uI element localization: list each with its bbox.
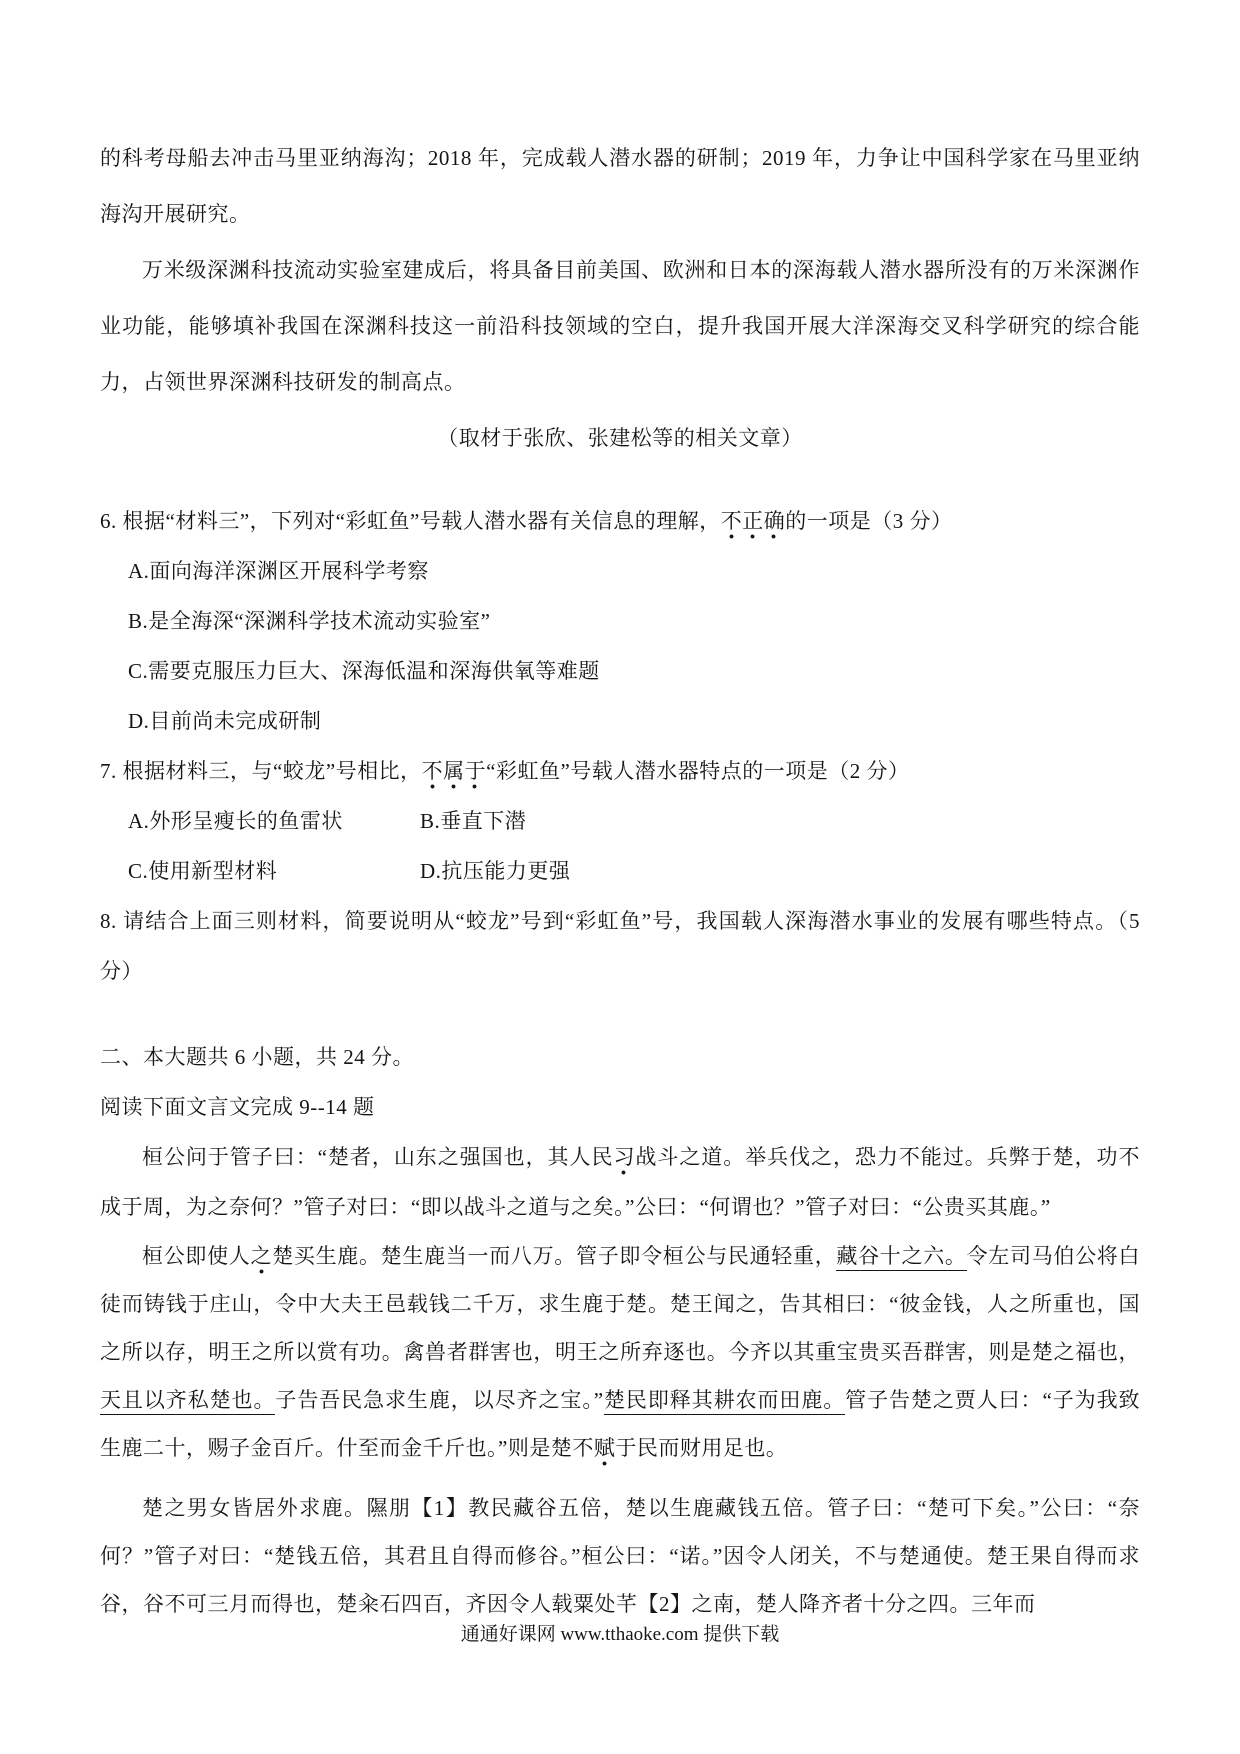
- text-segment: 楚买生鹿。楚生鹿当一而八万。管子即令桓公与民通轻重，: [272, 1244, 837, 1268]
- classical-passage-paragraph-1: [100, 1132, 1140, 1232]
- question-6-option-a: A.面向海洋深渊区开展科学考察: [128, 559, 429, 583]
- text-segment: 桓公问于管子曰：“楚者，山东之强国也，其人民: [142, 1145, 614, 1169]
- site-footer: [0, 1620, 1240, 1650]
- text-segment: 于民而财用足也。: [615, 1436, 788, 1460]
- question-7: [100, 746, 1140, 896]
- question-6-option-c: C.需要克服压力巨大、深海低温和深海供氧等难题: [128, 659, 600, 683]
- material-three-attribution: （取材于张欣、张建松等的相关文章）: [437, 426, 803, 450]
- text-segment: 6. 根据“材料三”，下列对“彩虹鱼”号载人潜水器有关信息的理解，: [100, 509, 721, 533]
- text-segment: 不属于: [422, 759, 487, 790]
- classical-passage-paragraph-2: [100, 1232, 1140, 1472]
- text-segment: 令左司马伯公将白徒而铸钱于庄山，令中大夫王邑载钱二千万，求生鹿于楚。楚王闻之，告其相曰：“彼金钱，人之所重也，国之所以存，明王之所以赏有功。禽兽者群害也，明王之所弃逐也。今齐以其重宝贵买吾群害，则是楚之福也，: [100, 1244, 1141, 1364]
- text-segment: 管子告楚之贾人曰：“子为我致生鹿二十，赐子金百斤。什至而金千斤也。”则是楚不: [100, 1388, 1141, 1460]
- text-segment: 藏谷十之六。: [836, 1244, 966, 1271]
- text-segment: 楚民即释其耕农而田鹿。: [604, 1388, 846, 1415]
- text-segment: “彩虹鱼”号载人潜水器特点的一项是（2 分）: [486, 759, 910, 783]
- question-7-option-d: D.抗压能力更强: [420, 859, 571, 883]
- question-6-option-d: D.目前尚未完成研制: [128, 709, 322, 733]
- question-6-option-b: B.是全海深“深渊科学技术流动实验室”: [128, 609, 491, 633]
- material-three-paragraph-lab: 万米级深渊科技流动实验室建成后，将具备目前美国、欧洲和日本的深海载人潜水器所没有的万米深渊作业功能，能够填补我国在深渊科技这一前沿科技领域的空白，提升我国开展大洋深海交叉科学研究的综合能力，占领世界深渊科技研发的制高点。: [100, 258, 1140, 394]
- question-7-option-c: C.使用新型材料: [128, 859, 278, 883]
- text-segment: 子告吾民急求生鹿，以尽齐之宝。”: [275, 1388, 604, 1412]
- text-segment: 的一项是（3 分）: [785, 509, 953, 533]
- text-segment: 不正确: [721, 509, 786, 540]
- question-7-options-row-2: [100, 846, 1140, 896]
- text-segment: 习: [613, 1145, 635, 1176]
- text-segment: 战斗之道。举兵伐之，恐力不能过。兵弊于楚，功不成于周，为之奈何？”管子对曰：“即以战斗之道与之矣。”公曰：“何谓也？”管子对曰：“公贵买其鹿。”: [100, 1145, 1141, 1219]
- text-segment: 赋: [594, 1436, 616, 1467]
- question-6-stem: [100, 496, 1140, 546]
- section-two-heading: 二、本大题共 6 小题，共 24 分。: [100, 1045, 414, 1069]
- question-7-stem: [100, 746, 1140, 796]
- text-segment: 天且以齐私楚也。: [100, 1388, 275, 1415]
- footer-text: 通通好课网 www.tthaoke.com 提供下载: [460, 1624, 780, 1645]
- question-7-option-a: A.外形呈瘦长的鱼雷状: [128, 809, 343, 833]
- question-6: [100, 496, 1140, 746]
- material-three-paragraph-tail: 的科考母船去冲击马里亚纳海沟；2018 年，完成载人潜水器的研制；2019 年，力争让中国科学家在马里亚纳海沟开展研究。: [100, 146, 1140, 226]
- classical-passage-paragraph-3: 楚之男女皆居外求鹿。隰朋【1】教民藏谷五倍，楚以生鹿藏钱五倍。管子曰：“楚可下矣。”公曰：“奈何？”管子对曰：“楚钱五倍，其君且自得而修谷。”桓公曰：“诺。”因令人闭关，不与楚通使。楚王果自得而求谷，谷不可三月而得也，楚籴石四百，齐因令人载粟处芊【2】之南，楚人降齐者十分之四。三年而: [100, 1496, 1140, 1616]
- reading-instruction: 阅读下面文言文完成 9--14 题: [100, 1095, 375, 1119]
- question-7-option-b: B.垂直下潜: [420, 809, 527, 833]
- text-segment: 桓公即使人: [142, 1244, 251, 1268]
- question-7-options-row-1: [100, 796, 1140, 846]
- text-segment: 7. 根据材料三，与“蛟龙”号相比，: [100, 759, 422, 783]
- question-8-stem: 8. 请结合上面三则材料，简要说明从“蛟龙”号到“彩虹鱼”号，我国载人深海潜水事业的发展有哪些特点。（5 分）: [100, 909, 1140, 983]
- text-segment: 之: [251, 1244, 273, 1275]
